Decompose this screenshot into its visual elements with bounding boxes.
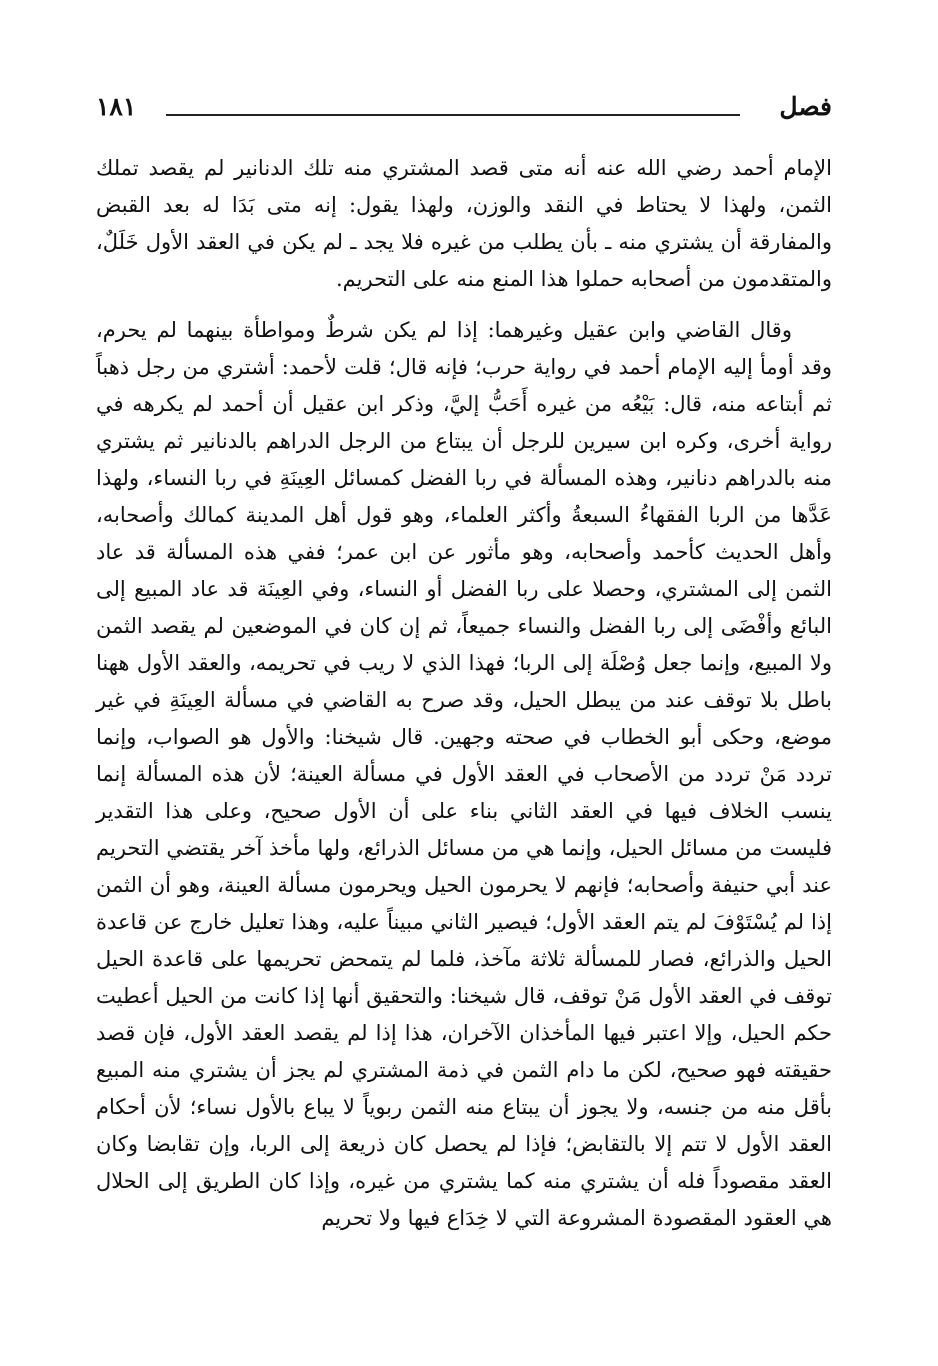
body-text xyxy=(96,150,832,1237)
section-title: فصل xyxy=(779,92,832,121)
paragraph-1: الإمام أحمد رضي الله عنه أنه متى قصد المشتري منه تلك الدنانير لم يقصد تملك الثمن، ولهذا لا يحتاط في النقد والوزن، ولهذا يقول: إنه متى بَدَا له بعد القبض والمفارقة أن يشتري منه ـ بأن يطلب من غيره فلا يجد ـ لم يكن في العقد الأول خَلَلٌ، والمتقدمون من أصحابه حملوا هذا المنع منه على التحريم. xyxy=(96,156,832,291)
paragraph-2: وقال القاضي وابن عقيل وغيرهما: إذا لم يكن شرطٌ ومواطأة بينهما لم يحرم، وقد أومأ إليه الإمام أحمد في رواية حرب؛ فإنه قال؛ قلت لأحمد: أشتري من رجل ذهباً ثم أبتاعه منه، قال: بَيْعُه من غيره أَحَبُّ إليَّ، وذكر ابن عقيل أن أحمد لم يكرهه في رواية أخرى، وكره ابن سيرين للرجل أن يبتاع من الرجل الدراهم بالدنانير ثم يشتري منه بالدراهم دنانير، وهذه المسألة في ربا الفضل كمسائل العِينَةِ في ربا النساء، ولهذا عَدَّها من الربا الفقهاءُ السبعةُ وأكثر العلماء، وهو قول أهل المدينة كمالك وأصحابه، وأهل الحديث كأحمد وأصحابه، وهو مأثور عن ابن عمر؛ ففي هذه المسألة قد عاد الثمن إلى المشتري، وحصلا على ربا الفضل أو النساء، وفي العِينَة قد عاد المبيع إلى البائع وأفْضَى إلى ربا الفضل والنساء جميعاً، ثم إن كان في الموضعين لم يقصد الثمن ولا المبيع، وإنما جعل وُصْلَة إلى الربا؛ فهذا الذي لا ريب في تحريمه، والعقد الأول ههنا باطل بلا توقف عند من يبطل الحيل، وقد صرح به القاضي في مسألة العِينَةِ في غير موضع، وحكى أبو الخطاب في صحته وجهين. قال شيخنا: والأول هو الصواب، وإنما تردد مَنْ تردد من الأصحاب في العقد الأول في مسألة العينة؛ لأن هذه المسألة إنما ينسب الخلاف فيها في العقد الثاني بناء على أن الأول صحيح، وعلى هذا التقدير فليست من مسائل الحيل، وإنما هي من مسائل الذرائع، ولها مأخذ آخر يقتضي التحريم عند أبي حنيفة وأصحابه؛ فإنهم لا يحرمون الحيل ويحرمون مسألة العينة، وهو أن الثمن إذا لم يُسْتَوْفَ لم يتم العقد الأول؛ فيصير الثاني مبيناً عليه، وهذا تعليل خارج عن قاعدة الحيل والذرائع، فصار للمسألة ثلاثة مآخذ، فلما لم يتمحض تحريمها على قاعدة الحيل توقف في العقد الأول مَنْ توقف، قال شيخنا: والتحقيق أنها إذا كانت من الحيل أعطيت حكم الحيل، وإلا اعتبر فيها المأخذان الآخران، هذا إذا لم يقصد العقد الأول، فإن قصد حقيقته فهو صحيح، لكن ما دام الثمن في ذمة المشتري لم يجز أن يشتري منه المبيع بأقل منه من جنسه، ولا يجوز أن يبتاع منه الثمن ربوياً لا يباع بالأول نساء؛ لأن أحكام العقد الأول لا تتم إلا بالتقابض؛ فإذا لم يحصل كان ذريعة إلى الربا، وإن تقابضا وكان العقد مقصوداً فله أن يشتري منه كما يشتري من غيره، وإذا كان الطريق إلى الحلال هي العقود المقصودة المشروعة التي لا خِدَاع فيها ولا تحريم xyxy=(96,318,833,1230)
header-rule xyxy=(166,114,740,116)
running-header xyxy=(96,88,832,132)
page-number: ١٨١ xyxy=(96,92,137,121)
